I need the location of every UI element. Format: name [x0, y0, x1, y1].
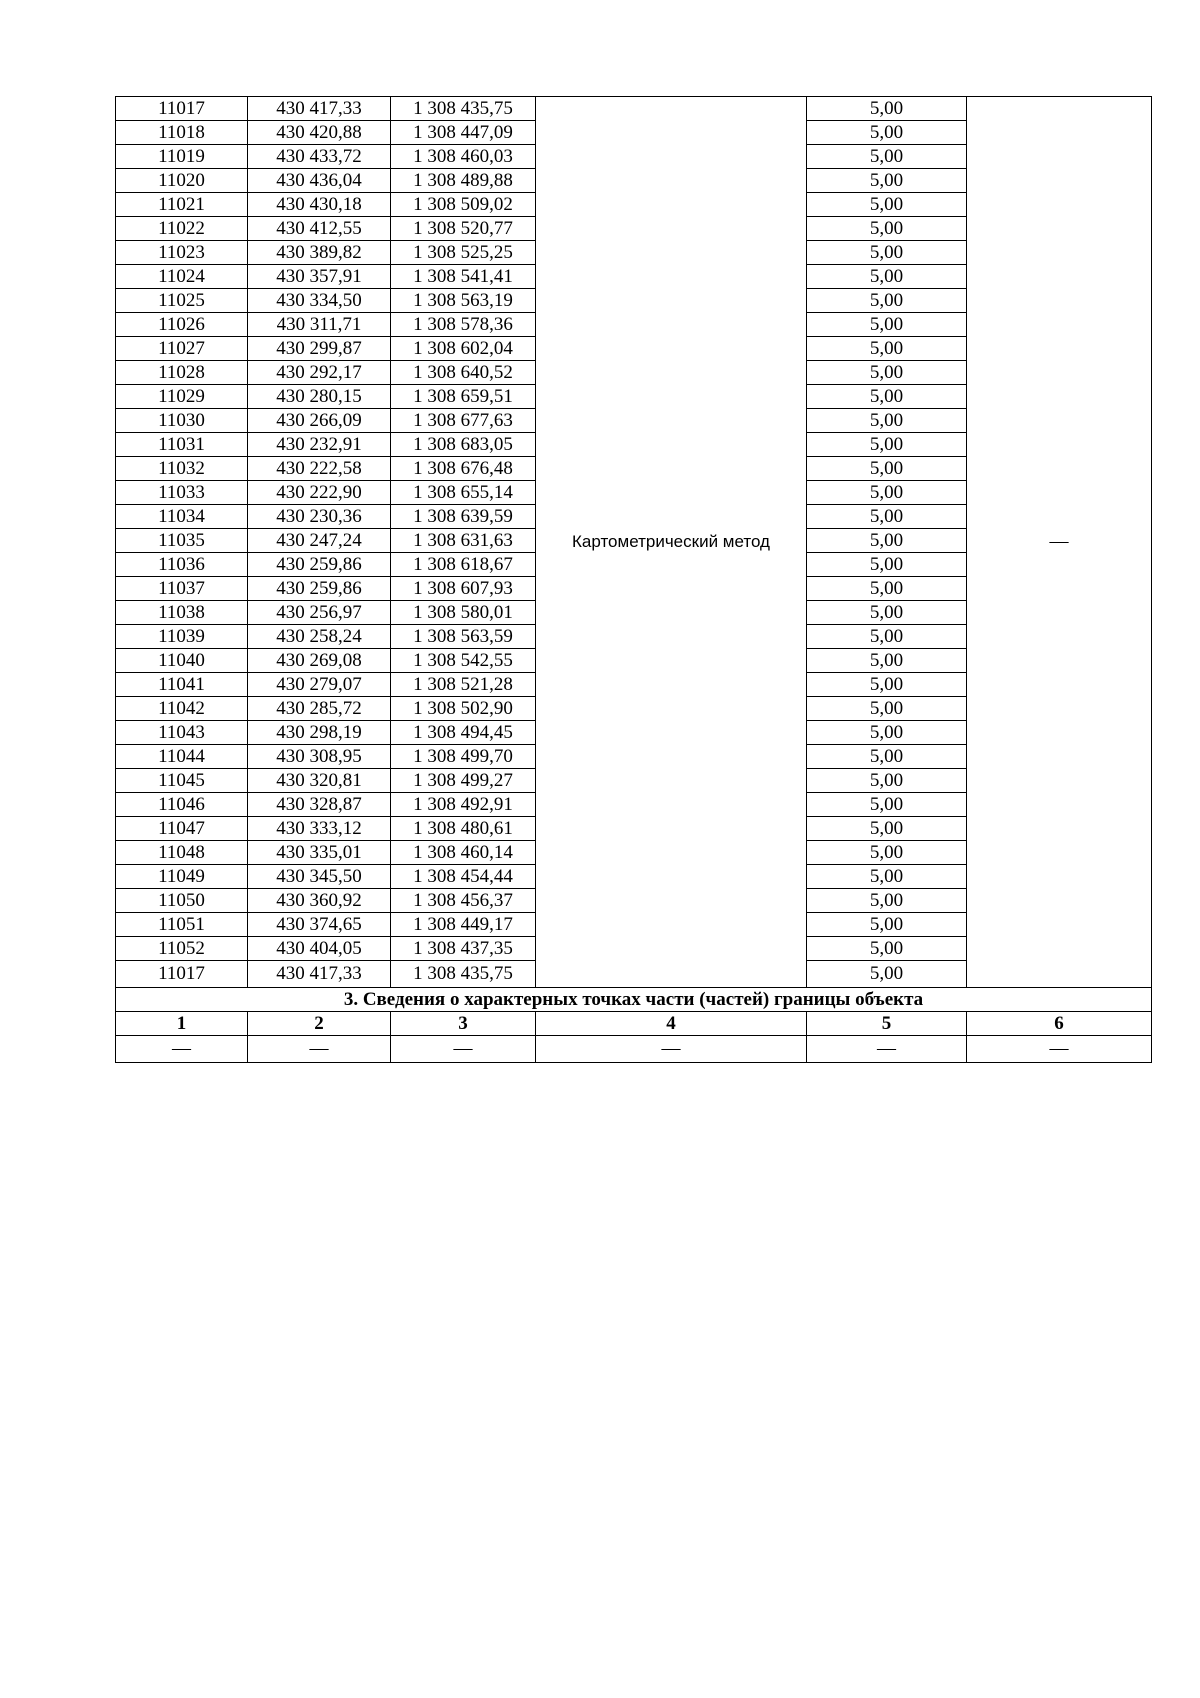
- coordinate-x: 430 412,55: [248, 217, 391, 241]
- point-number: 11026: [116, 313, 248, 337]
- coordinate-x: 430 374,65: [248, 913, 391, 937]
- coordinate-x: 430 298,19: [248, 721, 391, 745]
- column-number: 1: [116, 1012, 248, 1036]
- coordinate-x: 430 436,04: [248, 169, 391, 193]
- accuracy-value: 5,00: [807, 433, 967, 457]
- coordinate-y: 1 308 449,17: [391, 913, 536, 937]
- accuracy-value: 5,00: [807, 937, 967, 961]
- accuracy-value: 5,00: [807, 745, 967, 769]
- coordinate-x: 430 311,71: [248, 313, 391, 337]
- accuracy-value: 5,00: [807, 289, 967, 313]
- empty-cell: —: [248, 1036, 391, 1063]
- column-number: 4: [536, 1012, 807, 1036]
- coordinate-y: 1 308 509,02: [391, 193, 536, 217]
- accuracy-value: 5,00: [807, 697, 967, 721]
- point-number: 11021: [116, 193, 248, 217]
- point-number: 11032: [116, 457, 248, 481]
- accuracy-value: 5,00: [807, 721, 967, 745]
- coordinate-y: 1 308 521,28: [391, 673, 536, 697]
- coordinate-x: 430 417,33: [248, 961, 391, 988]
- coordinate-x: 430 266,09: [248, 409, 391, 433]
- coordinate-x: 430 328,87: [248, 793, 391, 817]
- coordinate-y: 1 308 435,75: [391, 961, 536, 988]
- accuracy-value: 5,00: [807, 481, 967, 505]
- coordinate-y: 1 308 640,52: [391, 361, 536, 385]
- point-number: 11049: [116, 865, 248, 889]
- point-number: 11038: [116, 601, 248, 625]
- coordinate-x: 430 259,86: [248, 577, 391, 601]
- accuracy-value: 5,00: [807, 145, 967, 169]
- coordinate-y: 1 308 447,09: [391, 121, 536, 145]
- point-number: 11051: [116, 913, 248, 937]
- column-number: 3: [391, 1012, 536, 1036]
- column-number: 5: [807, 1012, 967, 1036]
- accuracy-value: 5,00: [807, 361, 967, 385]
- point-number: 11025: [116, 289, 248, 313]
- coordinate-x: 430 334,50: [248, 289, 391, 313]
- coordinate-y: 1 308 602,04: [391, 337, 536, 361]
- point-number: 11044: [116, 745, 248, 769]
- coordinate-x: 430 389,82: [248, 241, 391, 265]
- accuracy-value: 5,00: [807, 889, 967, 913]
- coordinate-y: 1 308 676,48: [391, 457, 536, 481]
- point-number: 11046: [116, 793, 248, 817]
- accuracy-value: 5,00: [807, 673, 967, 697]
- coordinate-x: 430 357,91: [248, 265, 391, 289]
- coordinate-x: 430 433,72: [248, 145, 391, 169]
- point-number: 11043: [116, 721, 248, 745]
- point-number: 11037: [116, 577, 248, 601]
- coordinate-y: 1 308 580,01: [391, 601, 536, 625]
- empty-cell: —: [967, 1036, 1152, 1063]
- accuracy-value: 5,00: [807, 505, 967, 529]
- point-number: 11017: [116, 97, 248, 121]
- coordinate-x: 430 280,15: [248, 385, 391, 409]
- coordinate-x: 430 230,36: [248, 505, 391, 529]
- coordinate-x: 430 247,24: [248, 529, 391, 553]
- coordinate-x: 430 258,24: [248, 625, 391, 649]
- coordinate-y: 1 308 563,59: [391, 625, 536, 649]
- point-number: 11019: [116, 145, 248, 169]
- coordinate-x: 430 335,01: [248, 841, 391, 865]
- accuracy-value: 5,00: [807, 265, 967, 289]
- point-number: 11048: [116, 841, 248, 865]
- point-number: 11030: [116, 409, 248, 433]
- coordinate-x: 430 345,50: [248, 865, 391, 889]
- coordinate-x: 430 417,33: [248, 97, 391, 121]
- accuracy-value: 5,00: [807, 841, 967, 865]
- coordinate-x: 430 420,88: [248, 121, 391, 145]
- accuracy-value: 5,00: [807, 97, 967, 121]
- accuracy-value: 5,00: [807, 337, 967, 361]
- coordinate-x: 430 222,90: [248, 481, 391, 505]
- accuracy-value: 5,00: [807, 529, 967, 553]
- point-number: 11036: [116, 553, 248, 577]
- coordinate-y: 1 308 655,14: [391, 481, 536, 505]
- accuracy-value: 5,00: [807, 385, 967, 409]
- accuracy-value: 5,00: [807, 241, 967, 265]
- coordinate-y: 1 308 437,35: [391, 937, 536, 961]
- point-number: 11042: [116, 697, 248, 721]
- accuracy-value: 5,00: [807, 121, 967, 145]
- coordinate-x: 430 333,12: [248, 817, 391, 841]
- coordinate-y: 1 308 639,59: [391, 505, 536, 529]
- column-number: 6: [967, 1012, 1152, 1036]
- point-number: 11017: [116, 961, 248, 988]
- point-number: 11052: [116, 937, 248, 961]
- coordinate-y: 1 308 456,37: [391, 889, 536, 913]
- coordinate-y: 1 308 541,41: [391, 265, 536, 289]
- coordinate-y: 1 308 607,93: [391, 577, 536, 601]
- coordinate-y: 1 308 542,55: [391, 649, 536, 673]
- point-number: 11039: [116, 625, 248, 649]
- coordinate-y: 1 308 618,67: [391, 553, 536, 577]
- accuracy-value: 5,00: [807, 649, 967, 673]
- coordinate-y: 1 308 677,63: [391, 409, 536, 433]
- accuracy-value: 5,00: [807, 913, 967, 937]
- accuracy-value: 5,00: [807, 817, 967, 841]
- coordinate-x: 430 292,17: [248, 361, 391, 385]
- coordinate-y: 1 308 480,61: [391, 817, 536, 841]
- accuracy-value: 5,00: [807, 865, 967, 889]
- coordinate-x: 430 430,18: [248, 193, 391, 217]
- coordinate-x: 430 299,87: [248, 337, 391, 361]
- empty-cell: —: [807, 1036, 967, 1063]
- accuracy-value: 5,00: [807, 193, 967, 217]
- point-number: 11033: [116, 481, 248, 505]
- coordinate-x: 430 232,91: [248, 433, 391, 457]
- point-number: 11050: [116, 889, 248, 913]
- description-cell: —: [967, 97, 1152, 988]
- coordinate-x: 430 256,97: [248, 601, 391, 625]
- accuracy-value: 5,00: [807, 553, 967, 577]
- column-number: 2: [248, 1012, 391, 1036]
- coordinate-y: 1 308 525,25: [391, 241, 536, 265]
- column-numbers-row: [116, 1012, 1152, 1036]
- point-number: 11024: [116, 265, 248, 289]
- coordinate-x: 430 279,07: [248, 673, 391, 697]
- coordinate-y: 1 308 494,45: [391, 721, 536, 745]
- accuracy-value: 5,00: [807, 601, 967, 625]
- accuracy-value: 5,00: [807, 961, 967, 988]
- accuracy-value: 5,00: [807, 625, 967, 649]
- section-3: [116, 988, 1152, 1063]
- coordinate-x: 430 259,86: [248, 553, 391, 577]
- point-number: 11045: [116, 769, 248, 793]
- point-number: 11034: [116, 505, 248, 529]
- coordinate-x: 430 320,81: [248, 769, 391, 793]
- point-number: 11022: [116, 217, 248, 241]
- accuracy-value: 5,00: [807, 169, 967, 193]
- accuracy-value: 5,00: [807, 577, 967, 601]
- coordinate-x: 430 285,72: [248, 697, 391, 721]
- coordinate-x: 430 222,58: [248, 457, 391, 481]
- coordinate-y: 1 308 563,19: [391, 289, 536, 313]
- coordinate-y: 1 308 460,14: [391, 841, 536, 865]
- coordinate-y: 1 308 454,44: [391, 865, 536, 889]
- accuracy-value: 5,00: [807, 409, 967, 433]
- table-row: [116, 97, 1152, 121]
- method-cell: Картометрический метод: [536, 97, 807, 988]
- empty-cell: —: [391, 1036, 536, 1063]
- empty-cell: —: [116, 1036, 248, 1063]
- point-number: 11035: [116, 529, 248, 553]
- point-number: 11031: [116, 433, 248, 457]
- point-number: 11047: [116, 817, 248, 841]
- coordinate-y: 1 308 683,05: [391, 433, 536, 457]
- empty-cell: —: [536, 1036, 807, 1063]
- point-number: 11020: [116, 169, 248, 193]
- accuracy-value: 5,00: [807, 457, 967, 481]
- coordinate-y: 1 308 499,27: [391, 769, 536, 793]
- point-number: 11028: [116, 361, 248, 385]
- coordinate-y: 1 308 578,36: [391, 313, 536, 337]
- accuracy-value: 5,00: [807, 769, 967, 793]
- coordinate-y: 1 308 460,03: [391, 145, 536, 169]
- coordinate-x: 430 269,08: [248, 649, 391, 673]
- coordinate-y: 1 308 631,63: [391, 529, 536, 553]
- point-number: 11027: [116, 337, 248, 361]
- point-number: 11041: [116, 673, 248, 697]
- coordinate-y: 1 308 659,51: [391, 385, 536, 409]
- coordinate-y: 1 308 499,70: [391, 745, 536, 769]
- accuracy-value: 5,00: [807, 313, 967, 337]
- coordinate-y: 1 308 492,91: [391, 793, 536, 817]
- coordinate-x: 430 404,05: [248, 937, 391, 961]
- coordinate-x: 430 360,92: [248, 889, 391, 913]
- coordinate-y: 1 308 520,77: [391, 217, 536, 241]
- point-number: 11029: [116, 385, 248, 409]
- section-3-title: 3. Сведения о характерных точках части (частей) границы объекта: [116, 988, 1152, 1012]
- points-table-body: [116, 97, 1152, 988]
- boundary-points-table: [115, 96, 1152, 1063]
- accuracy-value: 5,00: [807, 217, 967, 241]
- coordinate-y: 1 308 489,88: [391, 169, 536, 193]
- point-number: 11040: [116, 649, 248, 673]
- coordinate-y: 1 308 502,90: [391, 697, 536, 721]
- point-number: 11018: [116, 121, 248, 145]
- coordinate-y: 1 308 435,75: [391, 97, 536, 121]
- accuracy-value: 5,00: [807, 793, 967, 817]
- section-3-title-row: [116, 988, 1152, 1012]
- point-number: 11023: [116, 241, 248, 265]
- coordinate-x: 430 308,95: [248, 745, 391, 769]
- empty-data-row: [116, 1036, 1152, 1063]
